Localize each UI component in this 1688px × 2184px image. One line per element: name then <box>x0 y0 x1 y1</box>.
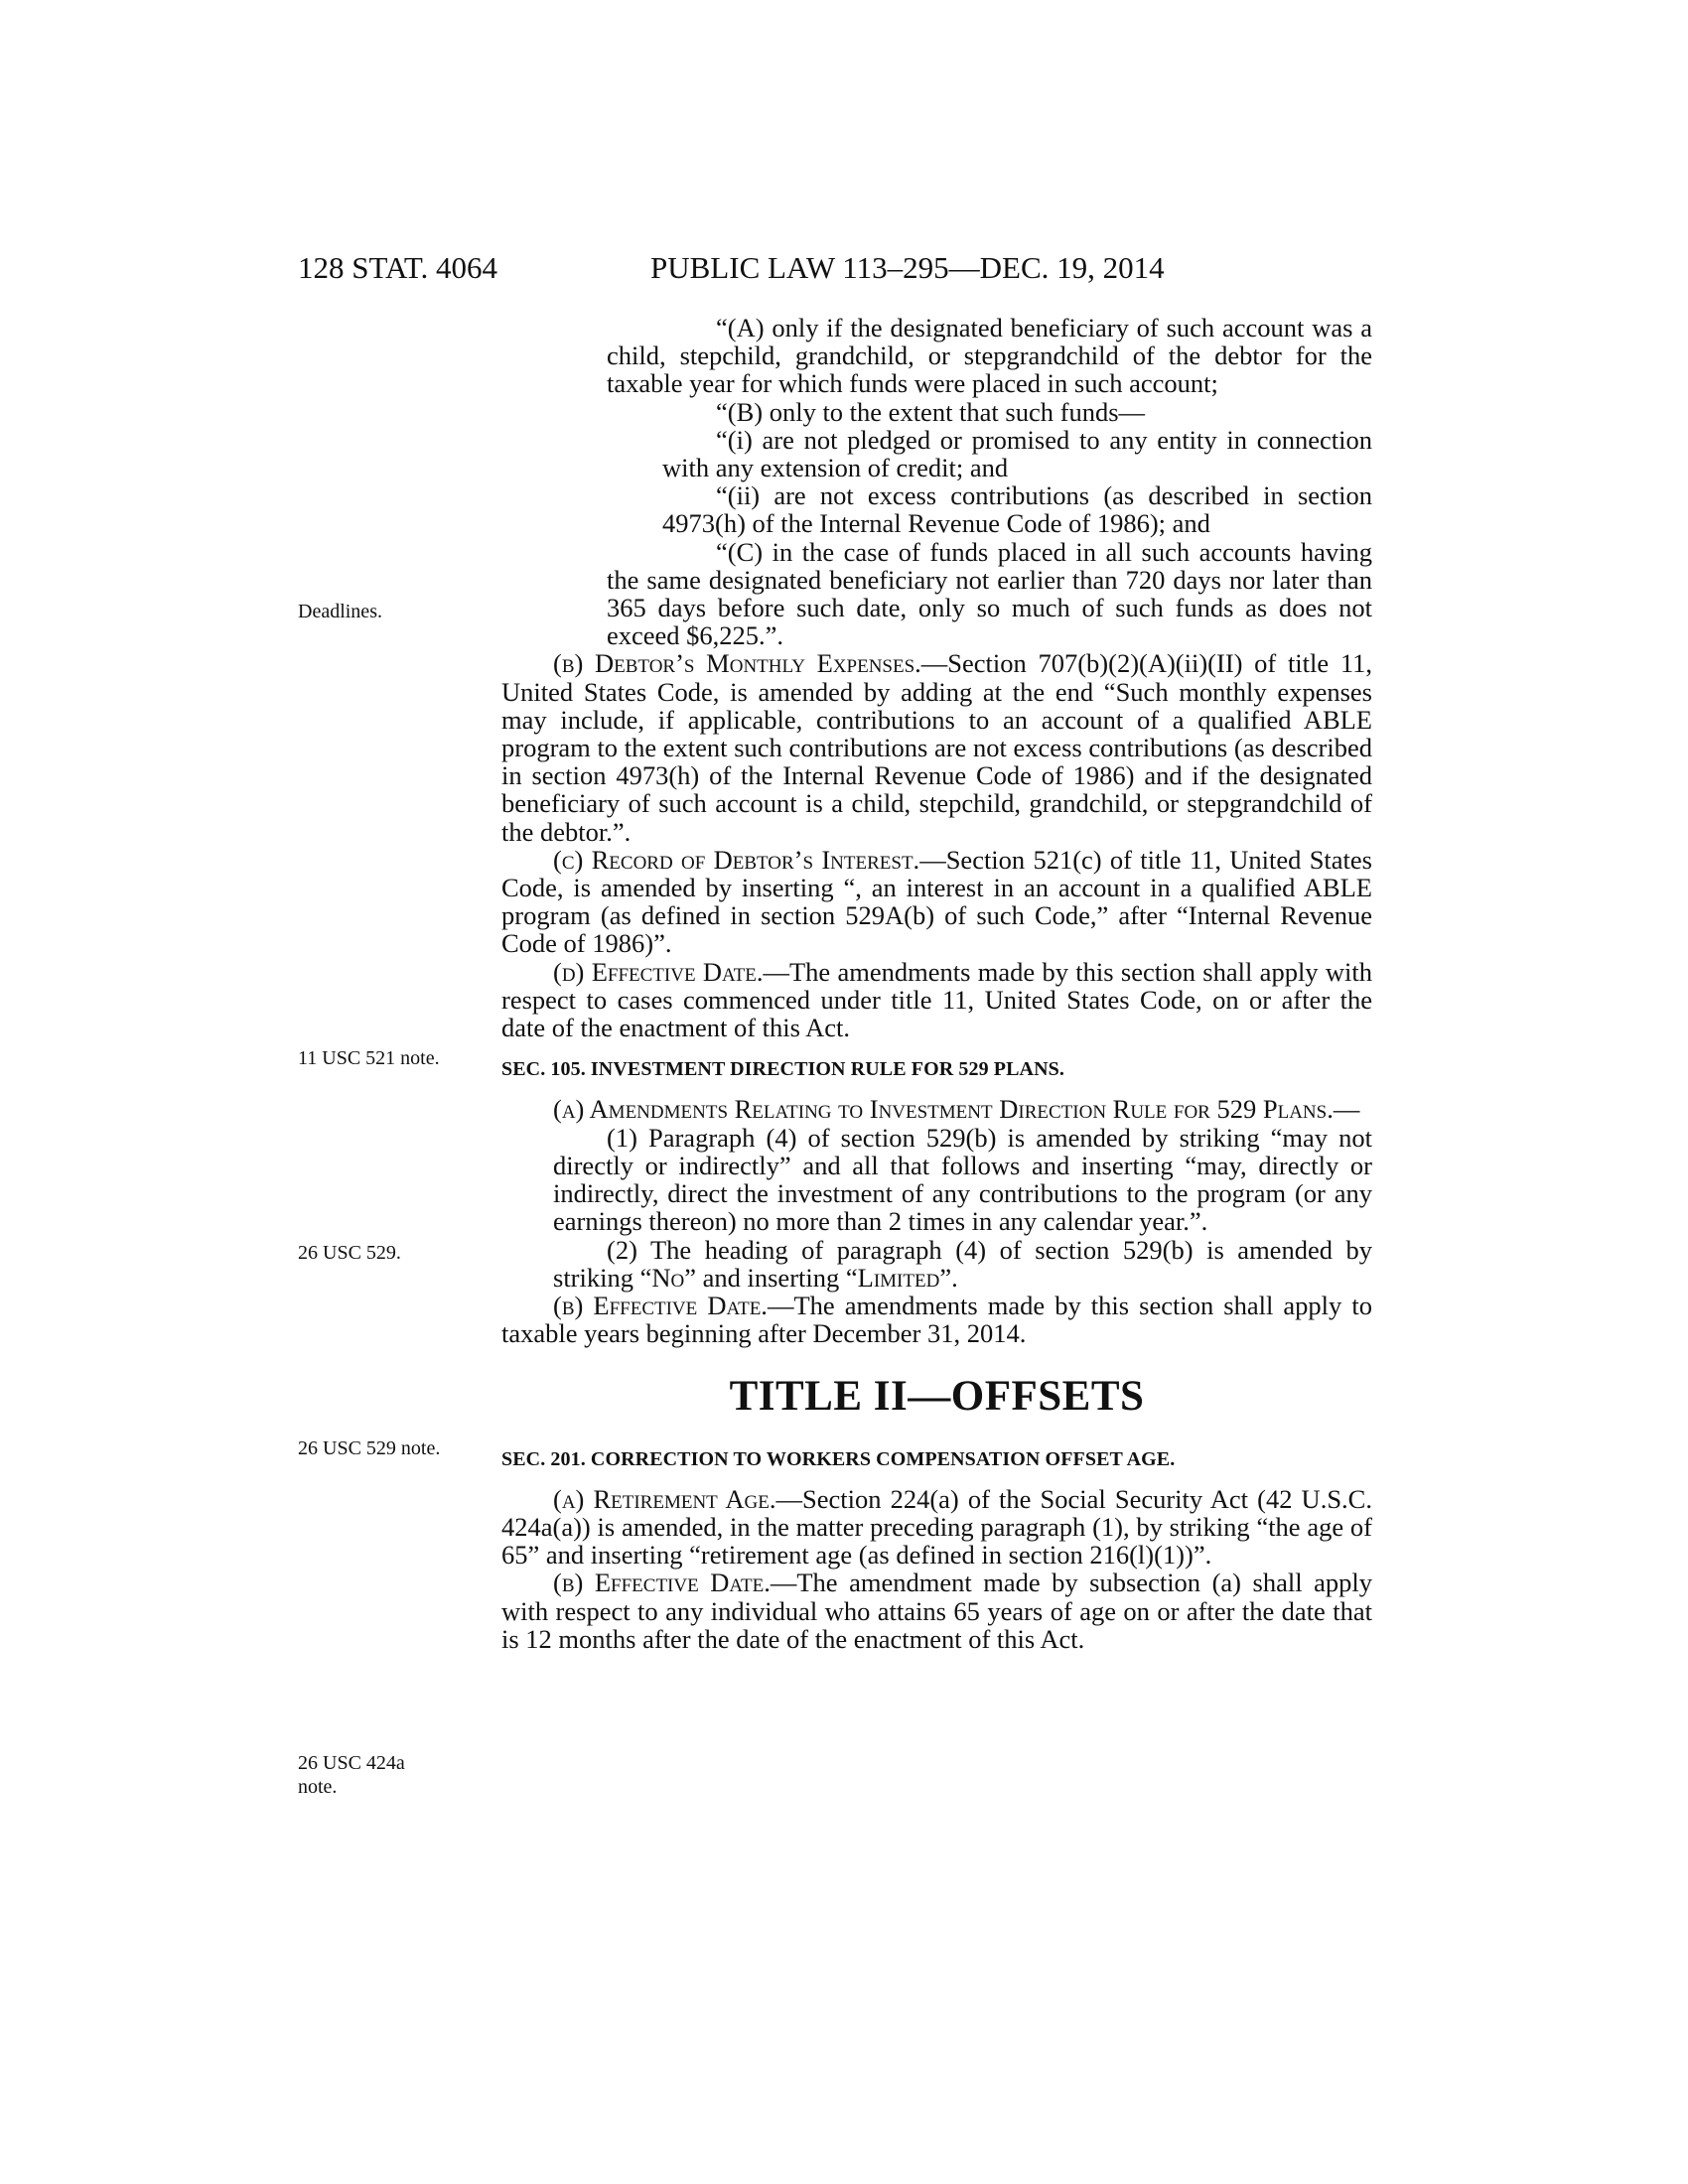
section-201-b-text: —The amendment made by subsection (a) shall apply with respect to any individual who attains 65 years of age on or after the date that is 12 months after the date of the enactment of this Act. <box>501 1568 1372 1654</box>
subsection-c <box>501 846 1372 958</box>
subsection-c-text: —Section 521(c) of title 11, United States Code, is amended by inserting “, an interest in an account in a qualified ABLE program (as defined in section 529A(b) of such Code,” after “Internal Revenue Code of 1986)”. <box>501 844 1372 959</box>
section-201-b-heading: (b) Effective Date. <box>553 1568 771 1598</box>
section-201-a-heading: (a) Retirement Age. <box>553 1483 776 1514</box>
section-105-a-1 <box>553 1124 1372 1236</box>
public-law-heading: PUBLIC LAW 113–295—DEC. 19, 2014 <box>650 250 1165 285</box>
section-105-b-text: —The amendments made by this section shall apply to taxable years beginning after December 31, 2014. <box>501 1290 1372 1349</box>
section-201-heading: SEC. 201. CORRECTION TO WORKERS COMPENSATION OFFSET AGE. <box>501 1447 1176 1470</box>
subsection-d-heading: (d) Effective Date. <box>553 956 764 987</box>
clause-a: “(A) only if the designated beneficiary of such account was a child, stepchild, grandchild, or stepgrandchild of the debtor for the taxable year for which funds were placed in such account; <box>607 313 1372 399</box>
section-105-a-2-limited: Limited <box>857 1262 940 1293</box>
subsection-d-text: —The amendments made by this section shall apply with respect to cases commenced under title 11, United States Code, on or after the date of the enactment of this Act. <box>501 956 1372 1043</box>
subsection-b <box>501 649 1372 845</box>
subsection-b-heading: (b) Debtor’s Monthly Expenses. <box>553 648 921 679</box>
section-105-b-heading: (b) Effective Date. <box>553 1290 768 1320</box>
stat-citation: 128 STAT. 4064 <box>298 250 498 285</box>
body-text <box>501 314 1372 1653</box>
margin-note-26-usc-529: 26 USC 529. <box>298 1242 401 1264</box>
subsection-c-heading: (c) Record of Debtor’s Interest. <box>553 844 920 875</box>
margin-note-deadlines: Deadlines. <box>298 601 382 622</box>
title-ii-heading: TITLE II—OFFSETS <box>729 1373 1145 1421</box>
clause-c-text: “(C) in the case of funds placed in all such accounts having the same designated beneficiary not earlier than 720 days nor later than 365 days before such date, only so much of such funds as does not exceed $6,225.”. <box>607 536 1372 651</box>
margin-note-11-usc-521: 11 USC 521 note. <box>298 1047 440 1069</box>
clause-b: “(B) only to the extent that such funds— <box>716 396 1146 427</box>
clause-b-i-text: “(i) are not pledged or promised to any entity in connection with any extension of credit; and <box>662 424 1372 483</box>
section-105-a-2-pre: (2) The heading of paragraph (4) of section 529(b) is amended by striking “ <box>553 1234 1372 1293</box>
section-201-a <box>501 1485 1372 1570</box>
subsection-d <box>501 958 1372 1042</box>
clause-c <box>607 538 1372 650</box>
section-105-a-heading: (a) Amendments Relating to Investment Direction Rule for 529 Plans.— <box>553 1094 1360 1125</box>
section-105-a-2-no: No <box>651 1262 685 1293</box>
section-105-a-2-post: ”. <box>939 1262 958 1293</box>
section-201-b <box>501 1569 1372 1653</box>
section-105-heading: SEC. 105. INVESTMENT DIRECTION RULE FOR 529 PLANS. <box>501 1058 1064 1081</box>
section-105-a-1-text: (1) Paragraph (4) of section 529(b) is amended by striking “may not directly or indirectly” and all that follows and inserting “may, directly or indirectly, direct the investment of any contributions to the program (or any earnings thereon) no more than 2 times in any calendar year.”. <box>553 1122 1372 1237</box>
section-105-a <box>501 1095 1372 1123</box>
section-105-a-2-mid: ” and inserting “ <box>684 1262 858 1293</box>
margin-note-26-usc-424a: 26 USC 424a note. <box>298 1752 405 1798</box>
section-105-a-2 <box>553 1236 1372 1292</box>
clause-b-ii-text: “(ii) are not excess contributions (as described in section 4973(h) of the Internal Revenue Code of 1986); and <box>662 480 1372 539</box>
clause-b-i <box>662 426 1372 481</box>
section-105-b <box>501 1292 1372 1347</box>
section-201-a-text: —Section 224(a) of the Social Security Act (42 U.S.C. 424a(a)) is amended, in the matter preceding paragraph (1), by striking “the age of 65” and inserting “retirement age (as defined in section 216(l)(1))”. <box>501 1483 1372 1570</box>
margin-note-26-usc-529-note: 26 USC 529 note. <box>298 1437 441 1459</box>
clause-b-ii <box>662 481 1372 537</box>
subsection-b-text: —Section 707(b)(2)(A)(ii)(II) of title 11, United States Code, is amended by adding at the end “Such monthly expenses may include, if applicable, contributions to an account of a qualified ABLE program to the extent such contributions are not excess contributions (as described in section 4973(h) of the Internal Revenue Code of 1986) and if the designated beneficiary of such account is a child, stepchild, grandchild, or stepgrandchild of the debtor.”. <box>501 648 1372 847</box>
